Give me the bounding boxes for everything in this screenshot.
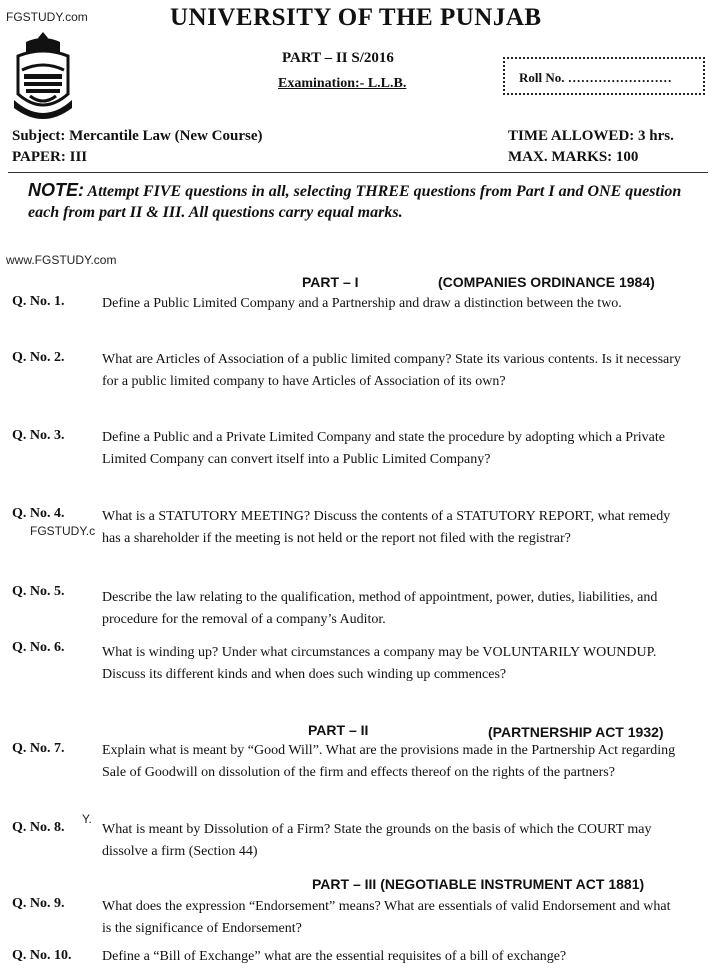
question-text: Describe the law relating to the qualification, method of appointment, power, duties, liabilities, and procedure for the removal of a company’s Auditor. <box>102 590 658 627</box>
question-text: What is winding up? Under what circumstances a company may be VOLUNTARILY WOUNDUP. Discuss its different kinds and when does such winding up commences? <box>102 645 657 682</box>
part-2-title: (PARTNERSHIP ACT 1932) <box>488 724 664 740</box>
examination-label: Examination:- L.L.B. <box>278 76 407 91</box>
part-1-title: (COMPANIES ORDINANCE 1984) <box>438 274 655 290</box>
roll-number-label: Roll No. …………………… <box>519 70 672 85</box>
instructions-note <box>28 180 688 223</box>
question-text: What is meant by Dissolution of a Firm? State the grounds on the basis of which the COURT may dissolve a firm (Section 44) <box>102 822 652 859</box>
part-2-label: PART – II <box>308 722 369 738</box>
question-number: Q. No. 7. <box>12 741 65 756</box>
question-number: Q. No. 2. <box>12 350 65 365</box>
question-text: Define a Public Limited Company and a Partnership and draw a distinction between the two. <box>102 296 622 311</box>
time-allowed: TIME ALLOWED: 3 hrs. <box>508 128 674 144</box>
question-number: Q. No. 1. <box>12 294 65 309</box>
paper-label: PAPER: III <box>12 149 88 165</box>
watermark-q8: Y. <box>82 812 92 826</box>
subject-label: Subject: Mercantile Law (New Course) <box>12 128 263 144</box>
question-number: Q. No. 9. <box>12 896 65 911</box>
question-text: Define a Public and a Private Limited Company and state the procedure by adopting which a Private Limited Company can convert itself into a Public Limited Company? <box>102 430 665 467</box>
question-number: Q. No. 10. <box>12 948 72 963</box>
watermark-mid: www.FGSTUDY.com <box>6 253 117 267</box>
max-marks: MAX. MARKS: 100 <box>508 149 639 165</box>
question-number: Q. No. 5. <box>12 584 65 599</box>
question-number: Q. No. 4. <box>12 506 65 521</box>
watermark-top: FGSTUDY.com <box>6 10 88 24</box>
question-number: Q. No. 8. <box>12 820 65 835</box>
question-text: Define a “Bill of Exchange” what are the essential requisites of a bill of exchange? <box>102 949 567 964</box>
note-text: Attempt FIVE questions in all, selecting THREE questions from Part I and ONE question each from part II & III. All questions carry equal marks. <box>28 183 682 221</box>
question-text: What are Articles of Association of a public limited company? State its various contents. Is it necessary for a public limited company to have Articles of Association of its own? <box>102 352 681 389</box>
question-text: What does the expression “Endorsement” means? What are essentials of valid Endorsement and what is the significance of Endorsement? <box>102 899 671 936</box>
part-3-label: PART – III (NEGOTIABLE INSTRUMENT ACT 1881) <box>312 876 645 892</box>
question-number: Q. No. 6. <box>12 640 65 655</box>
watermark-q4: FGSTUDY.c <box>30 524 96 538</box>
part-session: PART – II S/2016 <box>282 50 394 66</box>
part-1-label: PART – I <box>302 274 359 290</box>
question-text: Explain what is meant by “Good Will”. What are the provisions made in the Partnership Act regarding Sale of Goodwill on dissolution of the firm and effects thereof on the rights of the partners? <box>102 743 676 780</box>
note-lead: NOTE: <box>28 180 84 200</box>
university-logo <box>12 30 74 122</box>
question-number: Q. No. 3. <box>12 428 65 443</box>
university-title: UNIVERSITY OF THE PUNJAB <box>170 4 542 31</box>
question-text: What is a STATUTORY MEETING? Discuss the contents of a STATUTORY REPORT, what remedy has a shareholder if the meeting is not held or the report not filed with the registrar? <box>102 509 671 546</box>
roll-number-box <box>503 57 705 95</box>
header-divider <box>8 172 708 173</box>
